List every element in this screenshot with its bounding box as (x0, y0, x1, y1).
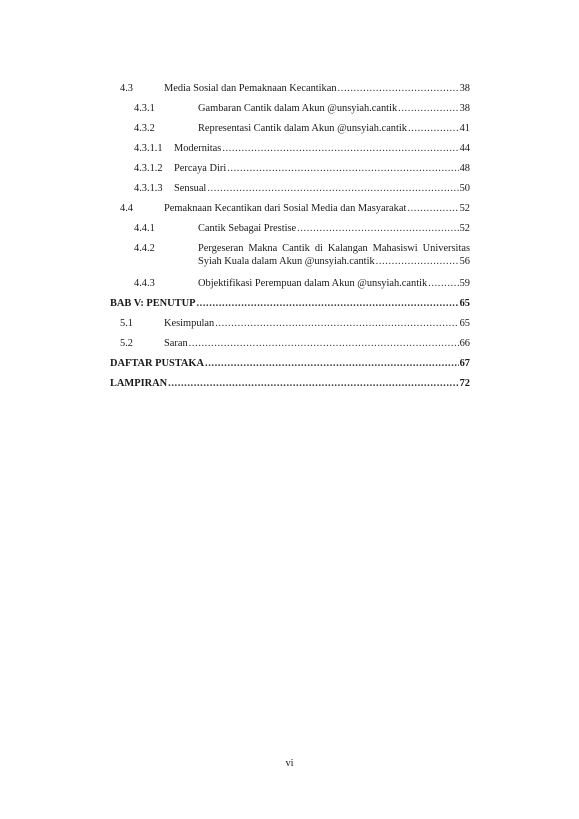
dot-leader (398, 102, 458, 115)
toc-entry-title: Cantik Sebagai Prestise (198, 223, 297, 234)
dot-leader (196, 297, 458, 310)
toc-entry-4-4[interactable] (110, 200, 470, 220)
dot-leader (222, 142, 458, 155)
toc-entry-page: 44 (459, 143, 470, 154)
toc-entry-title: Pemaknaan Kecantikan dari Sosial Media dan Masyarakat (164, 203, 407, 214)
toc-entry-title: Media Sosial dan Pemaknaan Kecantikan (164, 83, 337, 94)
toc-entry-number: 5.1 (120, 318, 133, 329)
toc-entry-daftar-pustaka[interactable] (110, 355, 470, 375)
toc-entry-number: 4.3.1.2 (134, 163, 163, 174)
toc-entry-4-3-2[interactable] (110, 120, 470, 140)
toc-entry-page: 52 (459, 203, 470, 214)
toc-entry-page: 38 (459, 83, 470, 94)
dot-leader (407, 202, 458, 215)
dot-leader (428, 277, 458, 290)
toc-entry-title: Representasi Cantik dalam Akun @unsyiah.cantik (198, 123, 407, 134)
toc-entry-page: 65 (459, 298, 470, 309)
toc-entry-title: Percaya Diri (174, 163, 227, 174)
toc-entry-title: Objektifikasi Perempuan dalam Akun @unsyiah.cantik (198, 278, 428, 289)
toc-entry-page: 59 (459, 278, 470, 289)
toc-entry-number: 4.3 (120, 83, 133, 94)
dot-leader (376, 255, 459, 268)
toc-entry-number: 4.4 (120, 203, 133, 214)
toc-entry-title: Gambaran Cantik dalam Akun @unsyiah.cantik (198, 103, 398, 114)
toc-entry-title: DAFTAR PUSTAKA (110, 358, 204, 369)
toc-entry-4-4-3[interactable] (110, 275, 470, 295)
dot-leader (338, 82, 459, 95)
toc-entry-title: LAMPIRAN (110, 378, 168, 389)
dot-leader (189, 337, 459, 350)
toc-entry-title: Saran (164, 338, 188, 349)
dot-leader (227, 162, 458, 175)
toc-entry-page: 41 (459, 123, 470, 134)
toc-entry-title: Sensual (174, 183, 207, 194)
dot-leader (408, 122, 459, 135)
toc-entry-number: 5.2 (120, 338, 133, 349)
toc-entry-page: 56 (459, 256, 470, 267)
toc-entry-title-line1: Pergeseran Makna Cantik di Kalangan Mahasiswi Universitas (198, 243, 470, 254)
toc-entry-page: 38 (459, 103, 470, 114)
dot-leader (205, 357, 459, 370)
toc-entry-4-3-1-2[interactable] (110, 160, 470, 180)
toc-entry-5-2[interactable] (110, 335, 470, 355)
toc-entry-page: 67 (459, 358, 470, 369)
toc-entry-title-line2: Syiah Kuala dalam Akun @unsyiah.cantik (198, 256, 375, 267)
toc-entry-page: 50 (459, 183, 470, 194)
dot-leader (207, 182, 458, 195)
toc-entry-page: 66 (459, 338, 470, 349)
toc-entry-5-1[interactable] (110, 315, 470, 335)
toc-entry-4-3-1-1[interactable] (110, 140, 470, 160)
toc-entry-number: 4.3.1.1 (134, 143, 163, 154)
toc-entry-number: 4.3.1.3 (134, 183, 163, 194)
toc-entry-page: 52 (459, 223, 470, 234)
dot-leader (297, 222, 458, 235)
toc-entry-number: 4.3.2 (134, 123, 155, 134)
dot-leader (168, 377, 458, 390)
toc-entry-4-4-2[interactable] (110, 240, 470, 275)
toc-entry-title: BAB V: PENUTUP (110, 298, 196, 309)
table-of-contents (110, 80, 470, 395)
toc-entry-title: Modernitas (174, 143, 222, 154)
toc-entry-bab-v[interactable] (110, 295, 470, 315)
toc-entry-page: 65 (459, 318, 470, 329)
toc-entry-number: 4.3.1 (134, 103, 155, 114)
toc-entry-number: 4.4.3 (134, 278, 155, 289)
toc-entry-4-3[interactable] (110, 80, 470, 100)
toc-entry-title: Kesimpulan (164, 318, 215, 329)
page-number: vi (285, 758, 294, 769)
toc-entry-page: 72 (459, 378, 470, 389)
toc-entry-4-4-1[interactable] (110, 220, 470, 240)
toc-entry-4-3-1[interactable] (110, 100, 470, 120)
toc-entry-page: 48 (459, 163, 470, 174)
toc-entry-number: 4.4.1 (134, 223, 155, 234)
toc-entry-lampiran[interactable] (110, 375, 470, 395)
toc-entry-number: 4.4.2 (134, 243, 155, 254)
toc-entry-4-3-1-3[interactable] (110, 180, 470, 200)
dot-leader (215, 317, 458, 330)
